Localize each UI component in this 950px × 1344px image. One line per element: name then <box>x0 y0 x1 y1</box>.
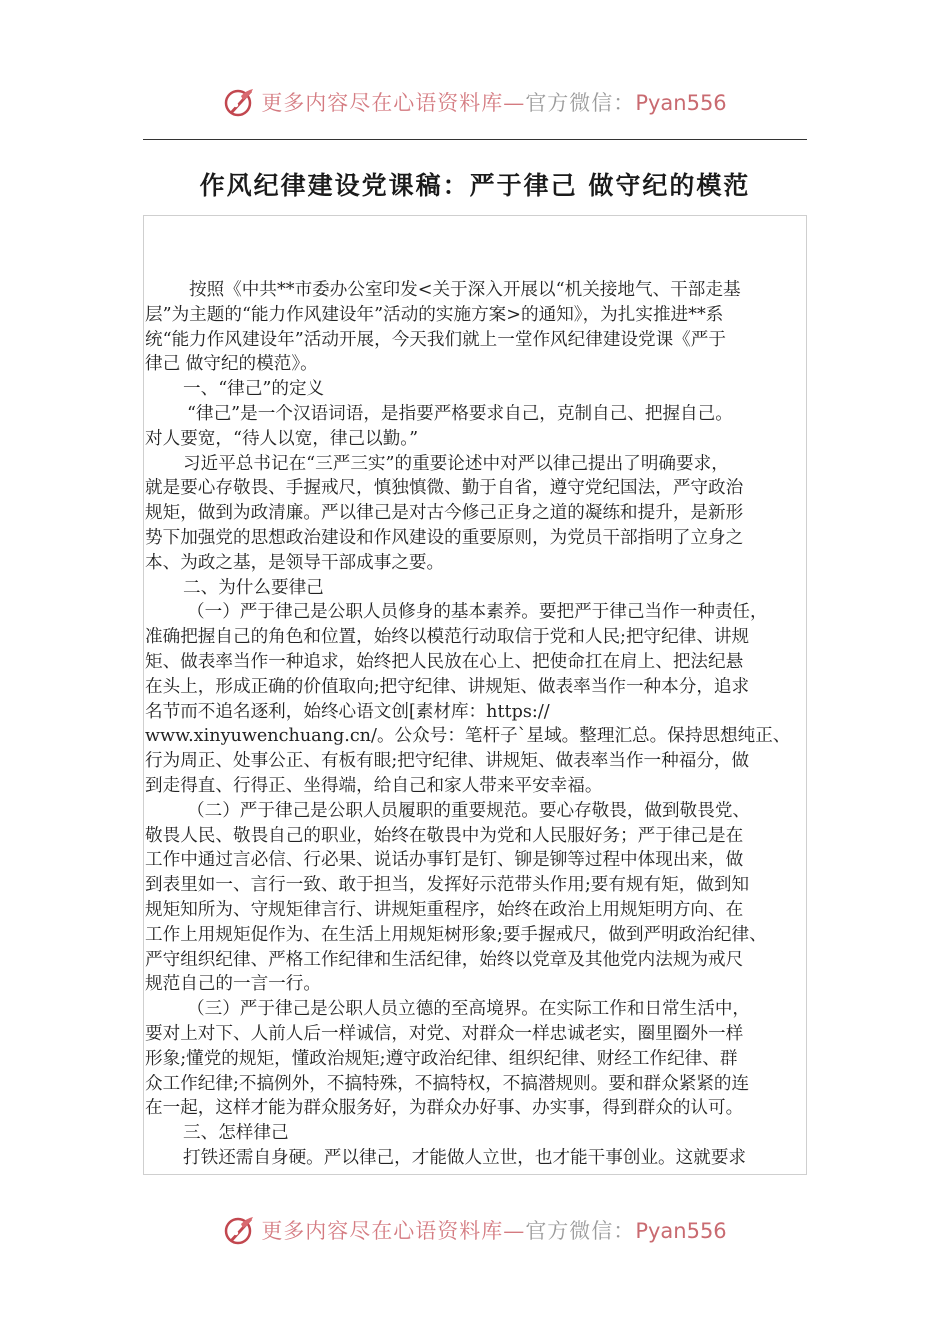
body-text-line: 工作上用规矩促作为、在生活上用规矩树形象;要手握戒尺，做到严明政治纪律、 <box>145 924 767 945</box>
body-text-line: （二）严于律己是公职人员履职的重要规范。要心存敬畏，做到敬畏党、 <box>187 800 751 821</box>
header-banner-text <box>261 87 726 117</box>
body-text-line: 律己 做守纪的模范》。 <box>145 354 318 375</box>
quill-logo-icon <box>223 1214 255 1246</box>
header-banner-wechat-id: Pyan556 <box>635 91 727 115</box>
body-text-line: 就是要心存敬畏、手握戒尺，慎独慎微、勤于自省，遵守党纪国法，严守政治 <box>145 478 744 499</box>
body-text-line: 敬畏人民、敬畏自己的职业，始终在敬畏中为党和人民服好务；严于律己是在 <box>145 825 744 846</box>
footer-banner <box>0 1210 950 1250</box>
body-text-line: 众工作纪律;不搞例外，不搞特殊，不搞特权，不搞潜规则。要和群众紧紧的连 <box>145 1073 750 1094</box>
body-text-line: 习近平总书记在“三严三实”的重要论述中对严以律己提出了明确要求， <box>183 453 729 474</box>
header-banner-wechat-label: 官方微信： <box>525 91 636 115</box>
header-divider <box>143 139 807 140</box>
body-text-line: 要对上对下、人前人后一样诚信，对党、对群众一样忠诚老实，圈里圈外一样 <box>145 1023 744 1044</box>
footer-banner-main: 更多内容尽在心语资料库— <box>261 1219 526 1243</box>
body-text-line: 名节而不追名逐利，始终心语文创[素材库：https:// <box>145 701 550 722</box>
body-text-line: 打铁还需自身硬。严以律己，才能做人立世，也才能干事创业。这就要求 <box>183 1147 747 1168</box>
body-text-line: 矩、做表率当作一种追求，始终把人民放在心上、把使命扛在肩上、把法纪悬 <box>145 651 744 672</box>
document-title: 作风纪律建设党课稿：严于律己 做守纪的模范 <box>199 171 751 200</box>
body-text-line: 严守组织纪律、严格工作纪律和生活纪律，始终以党章及其他党内法规为戒尺 <box>145 949 744 970</box>
body-text-line: 本、为政之基，是领导干部成事之要。 <box>145 552 445 573</box>
body-text-line: “律己”是一个汉语词语，是指要严格要求自己，克制自己、把握自己。 <box>187 403 733 424</box>
body-text-line: 三、怎样律己 <box>183 1123 289 1144</box>
body-text-line: 行为周正、处事公正、有板有眼;把守纪律、讲规矩、做表率当作一种福分，做 <box>145 751 750 772</box>
document-body <box>145 278 807 1171</box>
body-text-line: 二、为什么要律己 <box>183 577 324 598</box>
body-text-line: （一）严于律己是公职人员修身的基本素养。要把严于律己当作一种责任， <box>187 602 768 623</box>
body-text-line: 工作中通过言必信、行必果、说话办事钉是钉、铆是铆等过程中体现出来，做 <box>145 850 744 871</box>
body-text-line: 形象;懂党的规矩，懂政治规矩;遵守政治纪律、组织纪律、财经工作纪律、群 <box>145 1048 738 1069</box>
body-text-line: 在头上，形成正确的价值取向;把守纪律、讲规矩、做表率当作一种本分，追求 <box>145 676 750 697</box>
header-banner <box>0 82 950 122</box>
body-text-line: 层”为主题的“能力作风建设年”活动的实施方案>的通知》，为扎实推进**系 <box>145 304 724 325</box>
body-text-line: （三）严于律己是公职人员立德的至高境界。在实际工作和日常生活中， <box>187 999 751 1020</box>
body-text-line: 规矩知所为、守规矩律言行、讲规矩重程序，始终在政治上用规矩明方向、在 <box>145 899 744 920</box>
footer-banner-wechat-id: Pyan556 <box>635 1219 727 1243</box>
footer-banner-text <box>261 1215 726 1245</box>
body-text-line: 规范自己的一言一行。 <box>145 974 321 995</box>
quill-logo-icon <box>223 86 255 118</box>
body-text-line: 到走得直、行得正、坐得端，给自己和家人带来平安幸福。 <box>145 775 603 796</box>
footer-banner-wechat-label: 官方微信： <box>525 1219 636 1243</box>
body-text-line: 规矩，做到为政清廉。严以律己是对古今修己正身之道的凝练和提升，是新形 <box>145 503 744 524</box>
body-text-line: 势下加强党的思想政治建设和作风建设的重要原则，为党员干部指明了立身之 <box>145 527 744 548</box>
document-body-frame <box>143 215 807 1175</box>
body-text-line: 准确把握自己的角色和位置，始终以模范行动取信于党和人民;把守纪律、讲规 <box>145 627 750 648</box>
header-banner-main: 更多内容尽在心语资料库— <box>261 91 526 115</box>
body-text-line: www.xinyuwenchuang.cn/。公众号：笔杆子`星域。整理汇总。保持思想纯正、 <box>145 726 791 747</box>
body-text-line: 在一起，这样才能为群众服务好，为群众办好事、办实事，得到群众的认可。 <box>145 1098 744 1119</box>
body-text-line: 按照《中共**市委办公室印发<关于深入开展以“机关接地气、干部走基 <box>189 280 741 300</box>
body-text-line: 一、“律己”的定义 <box>183 379 325 400</box>
body-text-line: 统“能力作风建设年”活动开展，今天我们就上一堂作风纪律建设党课《严于 <box>145 329 726 350</box>
body-text-line: 对人要宽，“待人以宽，律己以勤。” <box>145 428 419 449</box>
body-text-line: 到表里如一、言行一致、敢于担当，发挥好示范带头作用;要有规有矩，做到知 <box>145 875 750 896</box>
